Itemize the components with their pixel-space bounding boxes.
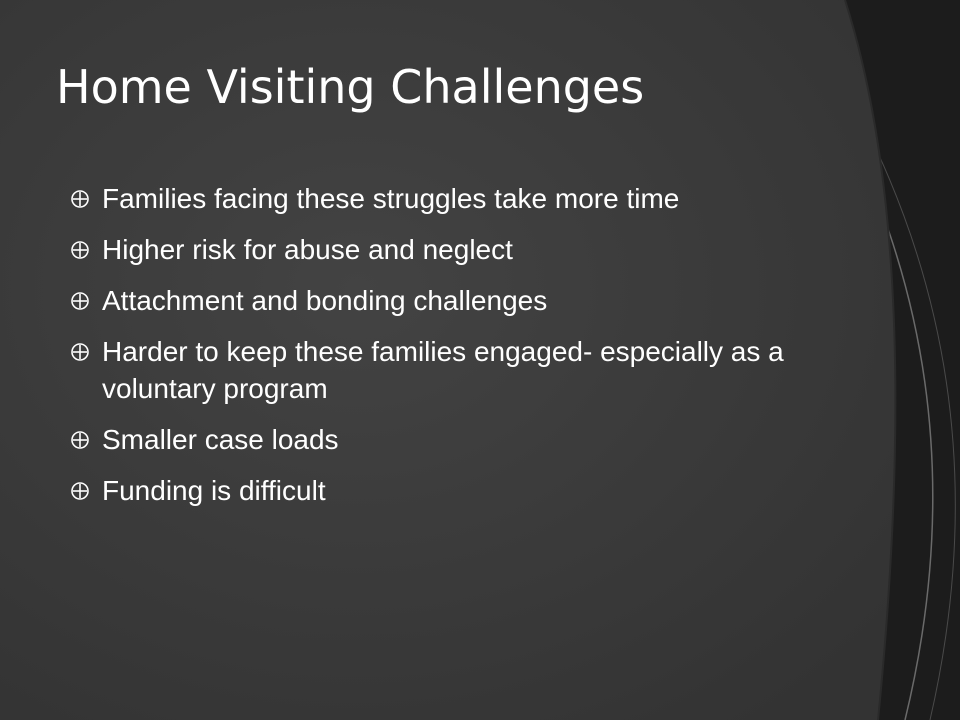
circled-cross-icon xyxy=(70,240,90,260)
bullet-item xyxy=(70,282,810,319)
bullet-text: Smaller case loads xyxy=(102,424,339,455)
slide-title: Home Visiting Challenges xyxy=(56,60,645,114)
circled-cross-icon xyxy=(70,430,90,450)
bullet-text: Families facing these struggles take more time xyxy=(102,183,680,214)
bullet-text: Harder to keep these families engaged- especially as a voluntary program xyxy=(102,336,784,404)
circled-cross-icon xyxy=(70,291,90,311)
bullet-text: Funding is difficult xyxy=(102,475,326,506)
bullet-item xyxy=(70,231,810,268)
bullet-item xyxy=(70,421,810,458)
bullet-item xyxy=(70,472,810,509)
circled-cross-icon xyxy=(70,189,90,209)
circled-cross-icon xyxy=(70,342,90,362)
bullet-text: Higher risk for abuse and neglect xyxy=(102,234,513,265)
bullet-text: Attachment and bonding challenges xyxy=(102,285,548,316)
circled-cross-icon xyxy=(70,481,90,501)
bullet-list xyxy=(70,180,810,523)
bullet-item xyxy=(70,180,810,217)
bullet-item xyxy=(70,333,810,407)
